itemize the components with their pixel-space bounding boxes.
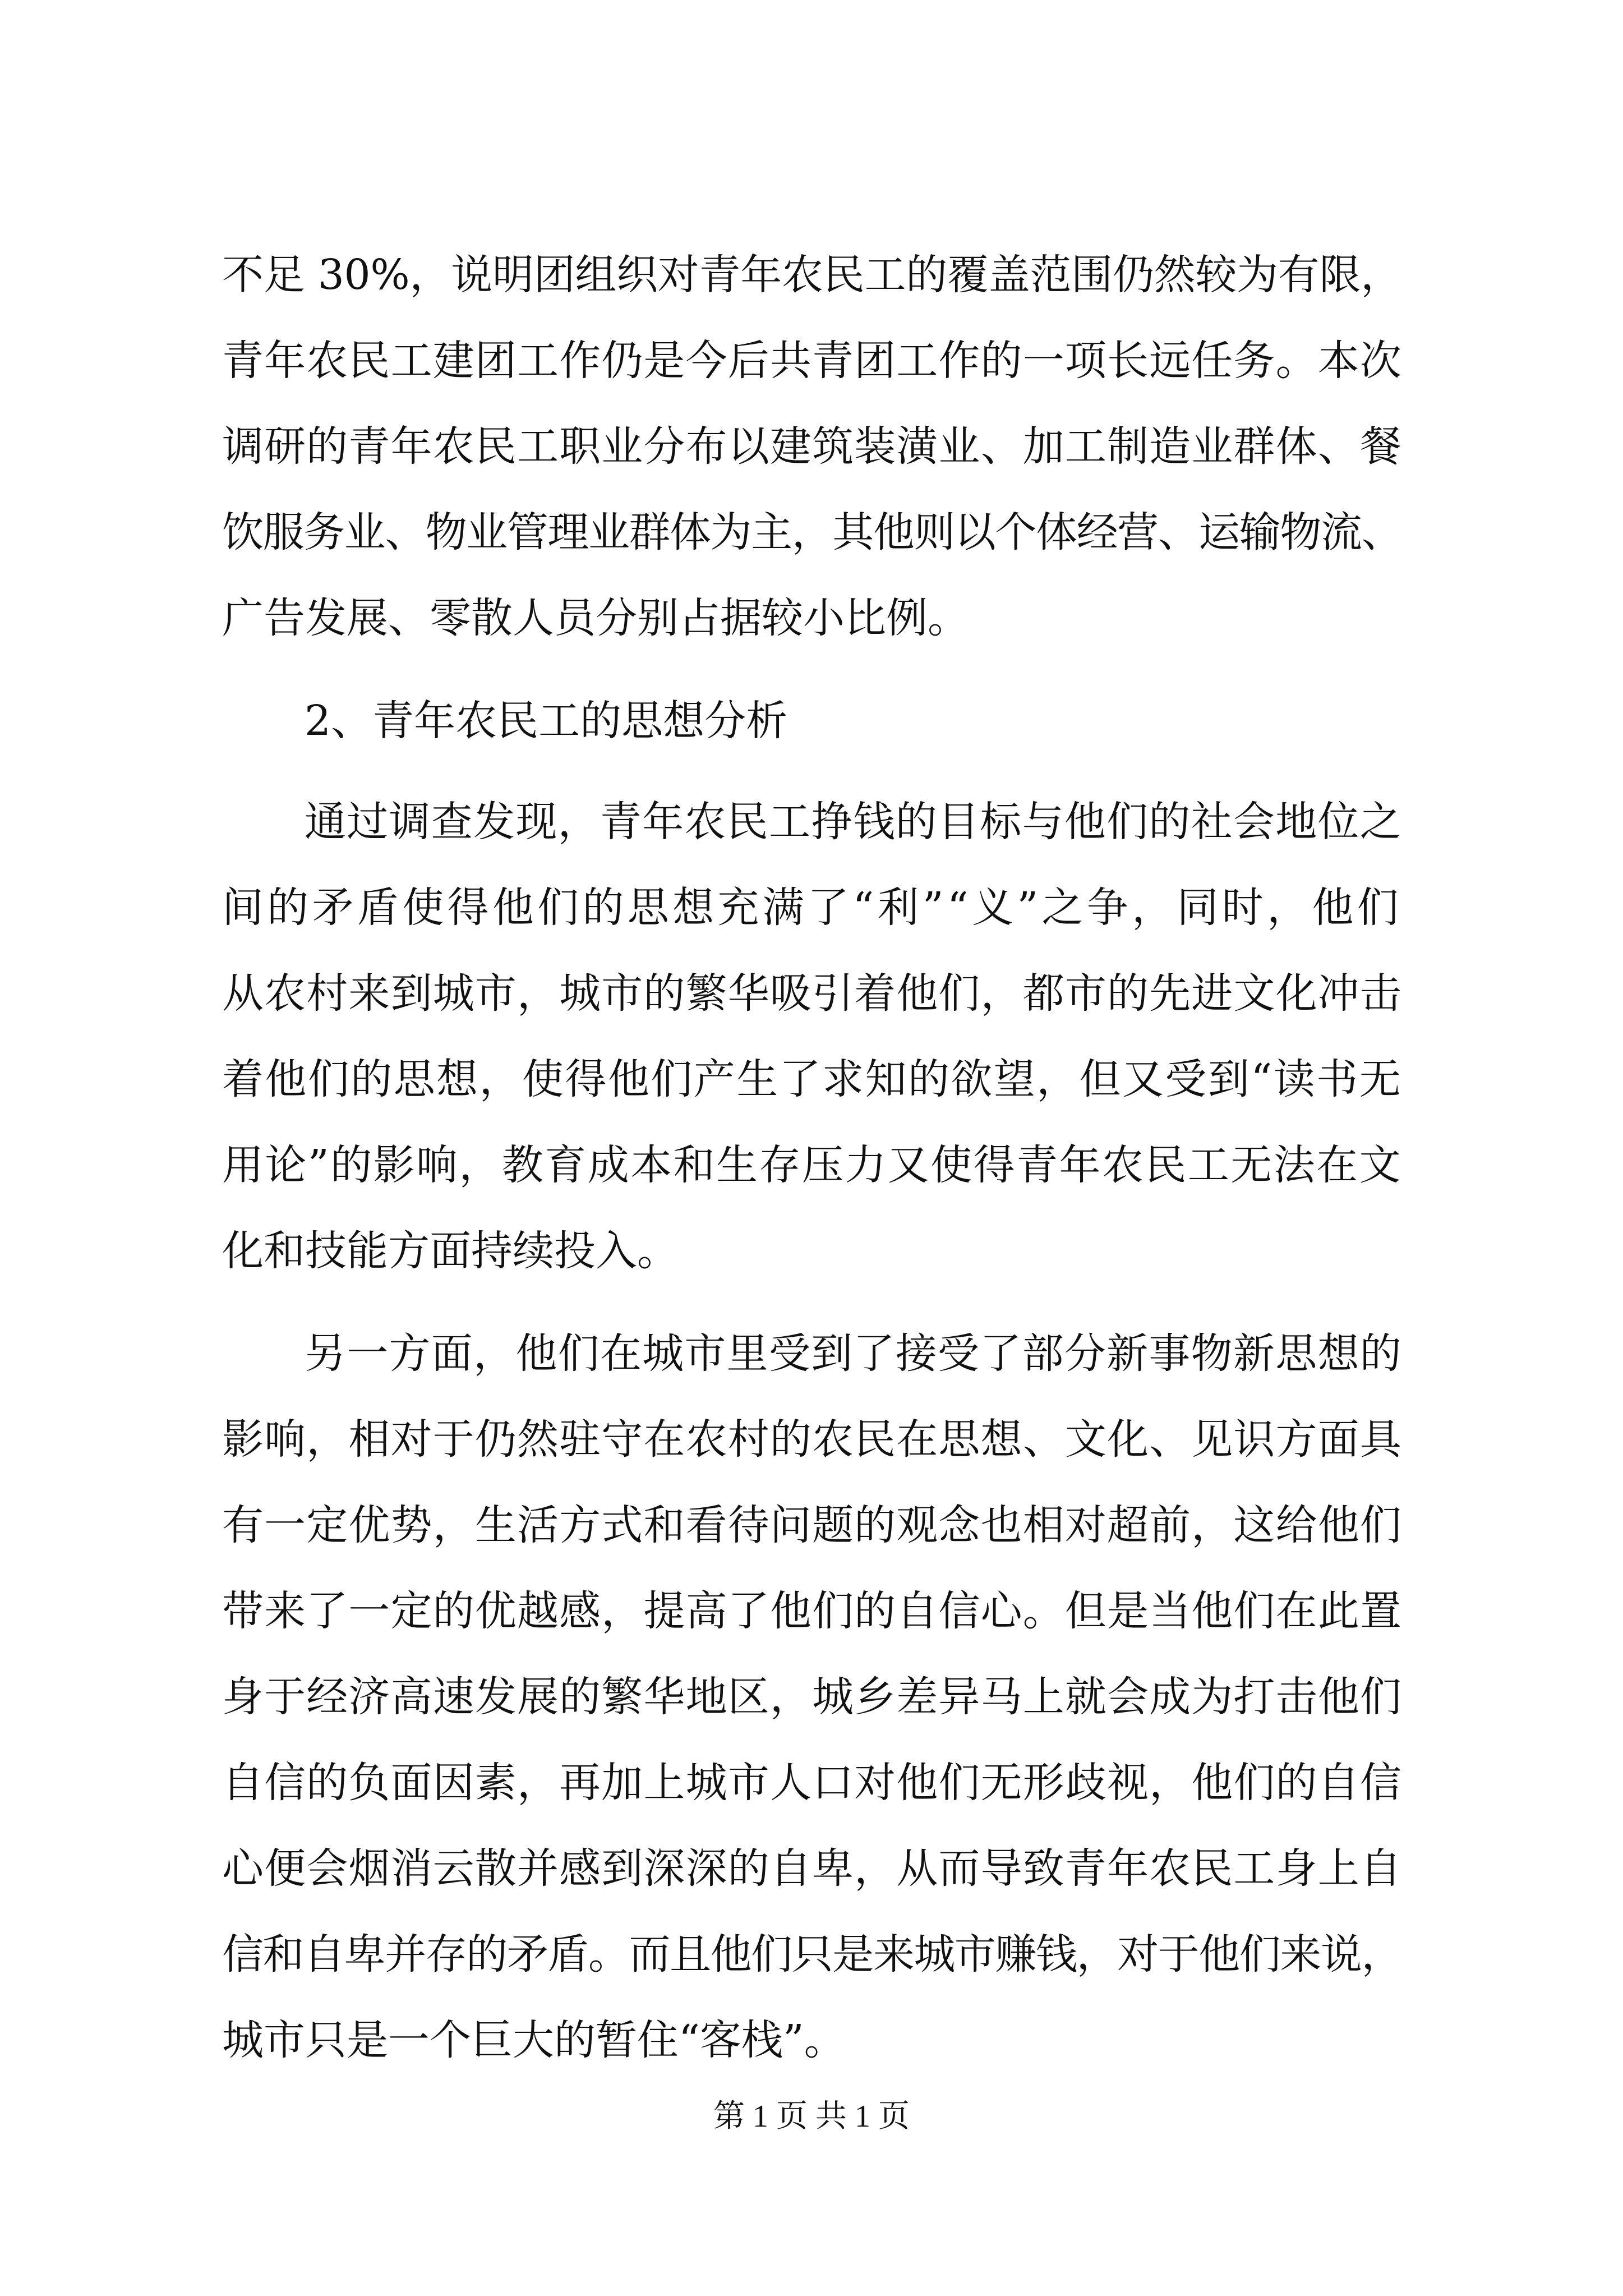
paragraph-line: [0, 1755, 1623, 1811]
line-text: 城市只是一个巨大的暂住“客栈”。: [222, 2016, 846, 2064]
line-text: 调研的青年农民工职业分布以建筑装潢业、加工制造业群体、餐: [222, 422, 1402, 471]
paragraph-line: [0, 1583, 1623, 1639]
paragraph-line: [0, 333, 1623, 389]
line-text: 饮服务业、物业管理业群体为主，其他则以个体经营、运输物流、: [222, 508, 1402, 556]
paragraph-line: [0, 2012, 1623, 2068]
paragraph-line: [0, 693, 1623, 749]
paragraph-line: [0, 1223, 1623, 1279]
paragraph-line: [0, 590, 1623, 646]
page-footer: 第 1 页 共 1 页: [713, 2099, 910, 2134]
line-text: 信和自卑并存的矛盾。而且他们只是来城市赚钱，对于他们来说，: [222, 1930, 1402, 1978]
paragraph-line: [0, 418, 1623, 475]
line-text: 自信的负面因素，再加上城市人口对他们无形歧视，他们的自信: [222, 1759, 1402, 1807]
paragraph-line: [0, 1497, 1623, 1553]
line-text: 通过调查发现，青年农民工挣钱的目标与他们的社会地位之: [305, 798, 1402, 846]
paragraph-line: [0, 504, 1623, 560]
line-text: 从农村来到城市，城市的繁华吸引着他们，都市的先进文化冲击: [222, 969, 1402, 1018]
line-text: 间的矛盾使得他们的思想充满了“利”“义”之争，同时，他们: [222, 884, 1402, 932]
line-text: 带来了一定的优越感，提高了他们的自信心。但是当他们在此置: [222, 1587, 1402, 1635]
line-text: 用论”的影响，教育成本和生存压力又使得青年农民工无法在文: [222, 1141, 1402, 1189]
line-text: 心便会烟消云散并感到深深的自卑，从而导致青年农民工身上自: [222, 1844, 1402, 1893]
line-text: 身于经济高速发展的繁华地区，城乡差异马上就会成为打击他们: [222, 1673, 1402, 1721]
line-text: 另一方面，他们在城市里受到了接受了部分新事物新思想的: [305, 1329, 1402, 1378]
line-text: 广告发展、零散人员分别占据较小比例。: [222, 594, 969, 642]
paragraph-line: [0, 880, 1623, 936]
paragraph-line: [0, 1411, 1623, 1467]
line-text: 不足 30%，说明团组织对青年农民工的覆盖范围仍然较为有限，: [222, 251, 1402, 299]
paragraph-line: [0, 1137, 1623, 1193]
paragraph-line: [0, 1841, 1623, 1897]
paragraph-line: [0, 1326, 1623, 1382]
line-text: 化和技能方面持续投入。: [222, 1227, 679, 1275]
paragraph-line: [0, 794, 1623, 850]
line-text: 2、青年农民工的思想分析: [305, 697, 788, 745]
paragraph-line: [0, 965, 1623, 1022]
paragraph-line: [0, 1051, 1623, 1107]
paragraph-line: [0, 247, 1623, 303]
line-text: 影响，相对于仍然驻守在农村的农民在思想、文化、见识方面具: [222, 1415, 1402, 1464]
paragraph-line: [0, 1926, 1623, 1982]
line-text: 有一定优势，生活方式和看待问题的观念也相对超前，这给他们: [222, 1501, 1402, 1549]
paragraph-line: [0, 1669, 1623, 1725]
line-text: 着他们的思想，使得他们产生了求知的欲望，但又受到“读书无: [222, 1055, 1402, 1103]
line-text: 青年农民工建团工作仍是今后共青团工作的一项长远任务。本次: [222, 337, 1402, 385]
